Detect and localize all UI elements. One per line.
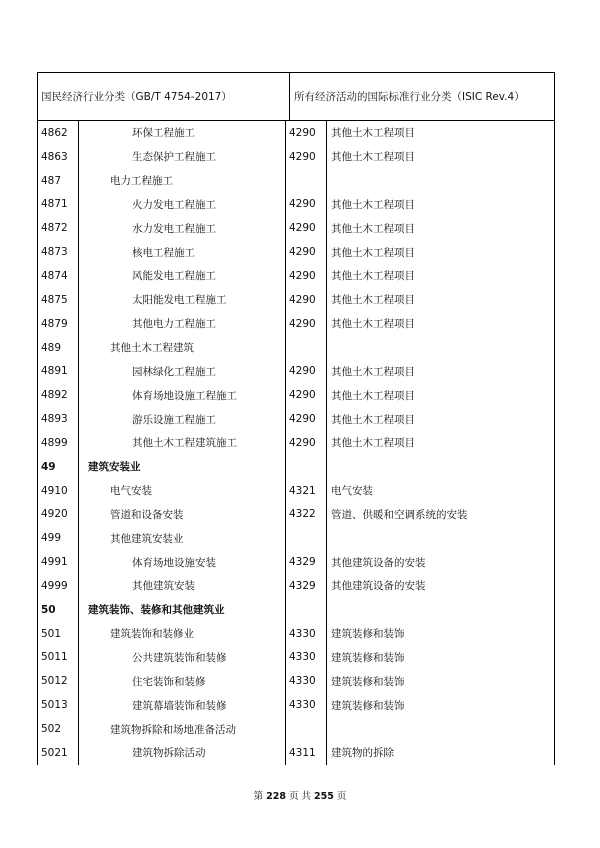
table-row (38, 693, 554, 717)
gb-name-cell: 风能发电工程施工 (79, 264, 286, 288)
table-row (38, 240, 554, 264)
gb-code-cell: 499 (38, 526, 79, 550)
gb-name-cell: 电力工程施工 (79, 169, 286, 193)
gb-name-cell: 其他土木工程建筑施工 (79, 431, 286, 455)
footer-prefix: 第 (253, 791, 264, 802)
gb-code-cell: 489 (38, 336, 79, 360)
isic-code-cell: 4330 (286, 669, 327, 693)
gb-code-cell: 5012 (38, 669, 79, 693)
table-row (38, 550, 554, 574)
isic-name-cell (327, 526, 554, 550)
gb-code-cell: 4991 (38, 550, 79, 574)
isic-name-cell (327, 598, 554, 622)
gb-code-cell: 4920 (38, 503, 79, 527)
gb-name-cell: 公共建筑装饰和装修 (79, 646, 286, 670)
isic-code-cell: 4290 (286, 145, 327, 169)
classification-table (37, 72, 555, 765)
gb-code-cell: 501 (38, 622, 79, 646)
isic-code-cell: 4290 (286, 431, 327, 455)
isic-name-cell: 其他建筑设备的安装 (331, 580, 426, 593)
table-row (38, 574, 554, 598)
gb-code-cell: 5011 (38, 646, 79, 670)
isic-code-cell (286, 526, 327, 550)
isic-code-cell: 4290 (286, 193, 327, 217)
gb-name-cell: 环保工程施工 (79, 121, 286, 145)
isic-code-cell: 4290 (286, 312, 327, 336)
gb-name-cell: 建筑装饰、装修和其他建筑业 (79, 598, 286, 622)
isic-name-cell: 建筑装修和装饰 (331, 628, 405, 641)
isic-code-cell: 4330 (286, 646, 327, 670)
table-row (38, 622, 554, 646)
isic-name-cell: 电气安装 (331, 485, 373, 498)
isic-name-cell (327, 717, 554, 741)
isic-name-cell: 其他土木工程项目 (331, 365, 415, 378)
gb-name-cell: 游乐设施工程施工 (79, 407, 286, 431)
gb-code-cell: 49 (38, 455, 79, 479)
table-row (38, 717, 554, 741)
gb-code-cell: 4910 (38, 479, 79, 503)
isic-name-cell: 其他土木工程项目 (331, 222, 415, 235)
isic-code-cell: 4330 (286, 693, 327, 717)
gb-name-cell: 核电工程施工 (79, 240, 286, 264)
gb-name-cell: 火力发电工程施工 (79, 193, 286, 217)
gb-name-cell: 建筑幕墙装饰和装修 (79, 693, 286, 717)
isic-name-cell (327, 455, 554, 479)
page-footer (0, 788, 600, 802)
table-row (38, 407, 554, 431)
gb-code-cell: 4871 (38, 193, 79, 217)
footer-page-number: 228 (266, 791, 286, 802)
isic-code-cell: 4290 (286, 288, 327, 312)
isic-code-cell: 4321 (286, 479, 327, 503)
table-row (38, 216, 554, 240)
table-row (38, 455, 554, 479)
table-row (38, 669, 554, 693)
table-row (38, 741, 554, 765)
isic-name-cell (327, 336, 554, 360)
table-row (38, 288, 554, 312)
table-row (38, 145, 554, 169)
isic-name-cell: 其他土木工程项目 (331, 318, 415, 331)
gb-code-cell: 4893 (38, 407, 79, 431)
isic-code-cell: 4290 (286, 383, 327, 407)
gb-code-cell: 487 (38, 169, 79, 193)
table-row (38, 383, 554, 407)
isic-name-cell: 其他土木工程项目 (331, 198, 415, 211)
isic-code-cell: 4290 (286, 407, 327, 431)
isic-name-cell: 其他土木工程项目 (331, 413, 415, 426)
gb-code-cell: 50 (38, 598, 79, 622)
gb-name-cell: 电气安装 (79, 479, 286, 503)
gb-code-cell: 4863 (38, 145, 79, 169)
isic-code-cell: 4322 (286, 503, 327, 527)
gb-code-cell: 4899 (38, 431, 79, 455)
gb-code-cell: 4999 (38, 574, 79, 598)
isic-name-cell: 其他建筑设备的安装 (331, 556, 426, 569)
gb-name-cell: 水力发电工程施工 (79, 216, 286, 240)
gb-name-cell: 建筑物拆除和场地准备活动 (79, 717, 286, 741)
table-row (38, 336, 554, 360)
isic-name-cell: 其他土木工程项目 (331, 294, 415, 307)
header-isic-standard: 所有经济活动的国际标准行业分类（ISIC Rev.4） (294, 91, 525, 103)
gb-code-cell: 4873 (38, 240, 79, 264)
gb-name-cell: 其他建筑安装业 (79, 526, 286, 550)
isic-code-cell: 4330 (286, 622, 327, 646)
gb-name-cell: 体育场地设施工程施工 (79, 383, 286, 407)
gb-code-cell: 5021 (38, 741, 79, 765)
isic-name-cell: 建筑装修和装饰 (331, 699, 405, 712)
table-row (38, 264, 554, 288)
isic-code-cell: 4311 (286, 741, 327, 765)
header-gb-standard: 国民经济行业分类（GB/T 4754-2017） (38, 73, 290, 120)
gb-name-cell: 其他建筑安装 (79, 574, 286, 598)
table-row (38, 431, 554, 455)
gb-name-cell: 建筑装饰和装修业 (79, 622, 286, 646)
gb-name-cell: 太阳能发电工程施工 (79, 288, 286, 312)
table-row (38, 526, 554, 550)
gb-code-cell: 502 (38, 717, 79, 741)
gb-code-cell: 4879 (38, 312, 79, 336)
gb-name-cell: 建筑安装业 (79, 455, 286, 479)
isic-code-cell (286, 455, 327, 479)
gb-name-cell: 建筑物拆除活动 (79, 741, 286, 765)
isic-code-cell: 4329 (286, 550, 327, 574)
footer-total-pages: 255 (314, 791, 334, 802)
table-body (38, 121, 554, 765)
isic-code-cell: 4290 (286, 264, 327, 288)
table-row (38, 193, 554, 217)
gb-code-cell: 5013 (38, 693, 79, 717)
isic-name-cell: 其他土木工程项目 (331, 270, 415, 283)
isic-name-cell: 其他土木工程项目 (331, 389, 415, 402)
table-header (38, 73, 554, 121)
isic-name-cell: 管道、供暖和空调系统的安装 (331, 508, 468, 521)
isic-code-cell: 4290 (286, 216, 327, 240)
gb-name-cell: 其他土木工程建筑 (79, 336, 286, 360)
isic-name-cell: 建筑物的拆除 (331, 747, 394, 760)
gb-name-cell: 住宅装饰和装修 (79, 669, 286, 693)
footer-suffix: 页 (336, 791, 347, 802)
isic-code-cell (286, 598, 327, 622)
isic-code-cell (286, 169, 327, 193)
gb-name-cell: 管道和设备安装 (79, 503, 286, 527)
isic-code-cell: 4290 (286, 240, 327, 264)
table-row (38, 646, 554, 670)
isic-code-cell (286, 717, 327, 741)
gb-name-cell: 体育场地设施安装 (79, 550, 286, 574)
table-row (38, 479, 554, 503)
isic-code-cell: 4290 (286, 359, 327, 383)
gb-code-cell: 4872 (38, 216, 79, 240)
table-row (38, 359, 554, 383)
isic-code-cell (286, 336, 327, 360)
table-row (38, 121, 554, 145)
gb-code-cell: 4892 (38, 383, 79, 407)
gb-code-cell: 4874 (38, 264, 79, 288)
table-row (38, 312, 554, 336)
table-row (38, 598, 554, 622)
isic-name-cell: 建筑装修和装饰 (331, 675, 405, 688)
table-row (38, 503, 554, 527)
isic-code-cell: 4329 (286, 574, 327, 598)
gb-code-cell: 4875 (38, 288, 79, 312)
isic-name-cell: 其他土木工程项目 (331, 437, 415, 450)
gb-name-cell: 其他电力工程施工 (79, 312, 286, 336)
gb-code-cell: 4862 (38, 121, 79, 145)
isic-name-cell: 其他土木工程项目 (331, 151, 415, 164)
isic-code-cell: 4290 (286, 121, 327, 145)
isic-name-cell (327, 169, 554, 193)
isic-name-cell: 建筑装修和装饰 (331, 651, 405, 664)
footer-middle: 页 共 (288, 791, 312, 802)
gb-code-cell: 4891 (38, 359, 79, 383)
gb-name-cell: 园林绿化工程施工 (79, 359, 286, 383)
isic-name-cell: 其他土木工程项目 (331, 246, 415, 259)
table-row (38, 169, 554, 193)
isic-name-cell: 其他土木工程项目 (331, 127, 415, 140)
gb-name-cell: 生态保护工程施工 (79, 145, 286, 169)
